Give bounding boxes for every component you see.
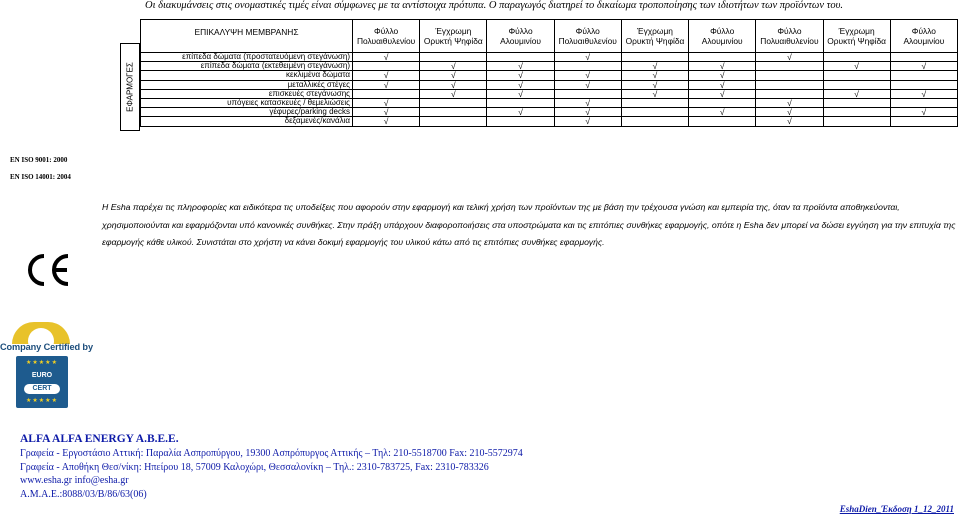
check-mark: √ xyxy=(554,71,621,80)
check-mark: √ xyxy=(554,117,621,126)
iso-9001-label: EN ISO 9001: 2000 xyxy=(10,156,68,164)
check-mark: √ xyxy=(621,62,688,71)
check-mark: √ xyxy=(621,71,688,80)
column-header: Έγχρωμη Ορυκτή Ψηφίδα xyxy=(823,20,890,53)
empty-cell xyxy=(420,53,487,62)
table-body xyxy=(141,53,958,127)
check-mark: √ xyxy=(689,80,756,89)
check-mark: √ xyxy=(554,108,621,117)
table-row xyxy=(141,108,958,117)
empty-cell xyxy=(621,108,688,117)
check-mark: √ xyxy=(689,108,756,117)
euro-cert-logo xyxy=(0,322,93,412)
eurocert-badge xyxy=(16,356,68,408)
stars-icon: ★★★★★ xyxy=(26,398,58,404)
column-header: Φύλλο Αλουμινίου xyxy=(487,20,554,53)
check-mark: √ xyxy=(554,98,621,107)
check-mark: √ xyxy=(756,108,823,117)
column-header: Φύλλο Πολυαιθυλενίου xyxy=(756,20,823,53)
check-mark: √ xyxy=(689,71,756,80)
empty-cell xyxy=(621,53,688,62)
empty-cell xyxy=(890,117,957,126)
empty-cell xyxy=(420,117,487,126)
ce-mark-icon xyxy=(24,250,72,290)
check-mark: √ xyxy=(689,89,756,98)
empty-cell xyxy=(554,62,621,71)
company-name: ALFA ALFA ENERGY A.B.E.E. xyxy=(20,433,179,445)
check-mark: √ xyxy=(487,108,554,117)
check-mark: √ xyxy=(823,62,890,71)
membrane-application-table xyxy=(140,19,958,127)
table-row xyxy=(141,117,958,126)
table-row xyxy=(141,53,958,62)
check-mark: √ xyxy=(689,62,756,71)
check-mark: √ xyxy=(353,80,420,89)
check-mark: √ xyxy=(487,62,554,71)
empty-cell xyxy=(756,89,823,98)
column-header: Φύλλο Αλουμινίου xyxy=(689,20,756,53)
empty-cell xyxy=(621,117,688,126)
empty-cell xyxy=(823,98,890,107)
check-mark: √ xyxy=(621,80,688,89)
empty-cell xyxy=(487,117,554,126)
empty-cell xyxy=(890,53,957,62)
usage-disclaimer-text: Η Esha παρέχει τις πληροφορίες και ειδικότερα τις υποδείξεις που αφορούν στην εφαρμογή και τελική χρήση των προϊόντων της με βάση την τρέχουσα γνώση και εμπειρία της, όταν τα προϊόντα αποθηκεύονται, χρησιμοποιούνται και εφαρμόζονται υπό κανονικές συνθήκες. Στην πράξη υπάρχουν διαφοροποιήσεις στα υποστρώματα και τις επιτόπιες συνθήκες εφαρμογής, οπότε η Esha δεν μπορεί να δώσει εγγύηση για την επιτυχία της εφαρμογής κάθε υλικού. Συνιστάται στο χρήστη να κάνει δοκιμή εφαρμογής του υλικού κάτω από τις επιτόπιες συνθήκες εφαρμογής. xyxy=(102,202,956,247)
check-mark: √ xyxy=(890,108,957,117)
document-version: EshaDien_Έκδοση 1_12_2011 xyxy=(839,504,954,514)
check-mark: √ xyxy=(621,89,688,98)
empty-cell xyxy=(890,98,957,107)
iso-14001-label: EN ISO 14001: 2004 xyxy=(10,173,71,181)
cert-dome-icon xyxy=(12,322,70,344)
empty-cell xyxy=(353,89,420,98)
check-mark: √ xyxy=(487,80,554,89)
check-mark: √ xyxy=(756,53,823,62)
application-label: μεταλλικές στέγες xyxy=(141,80,353,89)
check-mark: √ xyxy=(756,98,823,107)
empty-cell xyxy=(420,108,487,117)
application-label: κεκλιμένα δώματα xyxy=(141,71,353,80)
check-mark: √ xyxy=(353,53,420,62)
empty-cell xyxy=(823,80,890,89)
table-row xyxy=(141,71,958,80)
disclaimer-note: Οι διακυμάνσεις στις ονομαστικές τιμές είναι σύμφωνες με τα αντίστοιχα πρότυπα. Ο παραγωγός διατηρεί το δικαίωμα τροποποίησης των ιδιοτήτων των προϊόντων του. xyxy=(145,0,844,11)
application-label: επισκευές στεγάνωσης xyxy=(141,89,353,98)
address-thessaloniki: Γραφεία - Αποθήκη Θεσ/νίκη: Ηπείρου 18, 57009 Καλοχώρι, Θεσσαλονίκη – Τηλ.: 2310-783725, Fax: 2310-783326 xyxy=(20,461,489,473)
check-mark: √ xyxy=(420,62,487,71)
column-header: Φύλλο Πολυαιθυλενίου xyxy=(554,20,621,53)
check-mark: √ xyxy=(554,80,621,89)
empty-cell xyxy=(689,53,756,62)
check-mark: √ xyxy=(353,71,420,80)
registration-number: Α.Μ.Α.Ε.:8088/03/Β/86/63(06) xyxy=(20,488,147,500)
empty-cell xyxy=(353,62,420,71)
empty-cell xyxy=(487,53,554,62)
check-mark: √ xyxy=(487,71,554,80)
table-row xyxy=(141,80,958,89)
check-mark: √ xyxy=(353,108,420,117)
empty-cell xyxy=(487,98,554,107)
check-mark: √ xyxy=(353,117,420,126)
applications-label: ΕΦΑΡΜΟΓΕΣ xyxy=(125,62,135,112)
check-mark: √ xyxy=(420,80,487,89)
application-label: επίπεδα δώματα (εκτεθειμένη στεγάνωση) xyxy=(141,62,353,71)
check-mark: √ xyxy=(890,62,957,71)
check-mark: √ xyxy=(756,117,823,126)
empty-cell xyxy=(890,80,957,89)
empty-cell xyxy=(823,53,890,62)
empty-cell xyxy=(621,98,688,107)
table-row xyxy=(141,62,958,71)
applications-side-label xyxy=(120,43,140,131)
empty-cell xyxy=(756,80,823,89)
empty-cell xyxy=(823,71,890,80)
membrane-coating-header: ΕΠΙΚΑΛΥΨΗ ΜΕΜΒΡΑΝΗΣ xyxy=(141,20,353,53)
stars-icon: ★★★★★ xyxy=(26,360,58,366)
table-header xyxy=(141,20,958,53)
empty-cell xyxy=(689,98,756,107)
column-header: Φύλλο Πολυαιθυλενίου xyxy=(353,20,420,53)
empty-cell xyxy=(689,117,756,126)
check-mark: √ xyxy=(487,89,554,98)
company-footer xyxy=(20,432,523,501)
web-contact: www.esha.gr info@esha.gr xyxy=(20,475,129,486)
application-label: γέφυρες/parking decks xyxy=(141,108,353,117)
empty-cell xyxy=(823,108,890,117)
check-mark: √ xyxy=(420,71,487,80)
application-label: επίπεδα δώματα (προστατευόμενη στεγάνωση) xyxy=(141,53,353,62)
empty-cell xyxy=(756,71,823,80)
check-mark: √ xyxy=(823,89,890,98)
check-mark: √ xyxy=(420,89,487,98)
empty-cell xyxy=(420,98,487,107)
application-label: υπόγειες κατασκευές / θεμελιώσεις xyxy=(141,98,353,107)
application-label: δεξαμενές/κανάλια xyxy=(141,117,353,126)
check-mark: √ xyxy=(353,98,420,107)
cert-text: CERT xyxy=(24,384,60,394)
empty-cell xyxy=(890,71,957,80)
column-header: Έγχρωμη Ορυκτή Ψηφίδα xyxy=(420,20,487,53)
check-mark: √ xyxy=(890,89,957,98)
table-row xyxy=(141,98,958,107)
empty-cell xyxy=(756,62,823,71)
address-attica: Γραφεία - Εργοστάσιο Αττική: Παραλία Ασπροπύργου, 19300 Ασπρόπυργος Αττικής – Τηλ: 210-5518700 Fax: 210-5572974 xyxy=(20,448,523,459)
check-mark: √ xyxy=(554,53,621,62)
empty-cell xyxy=(554,89,621,98)
table-row xyxy=(141,89,958,98)
euro-text: EURO xyxy=(31,372,53,379)
empty-cell xyxy=(823,117,890,126)
column-header: Φύλλο Αλουμινίου xyxy=(890,20,957,53)
cert-label: Company Certified by xyxy=(0,342,93,352)
column-header: Έγχρωμη Ορυκτή Ψηφίδα xyxy=(621,20,688,53)
